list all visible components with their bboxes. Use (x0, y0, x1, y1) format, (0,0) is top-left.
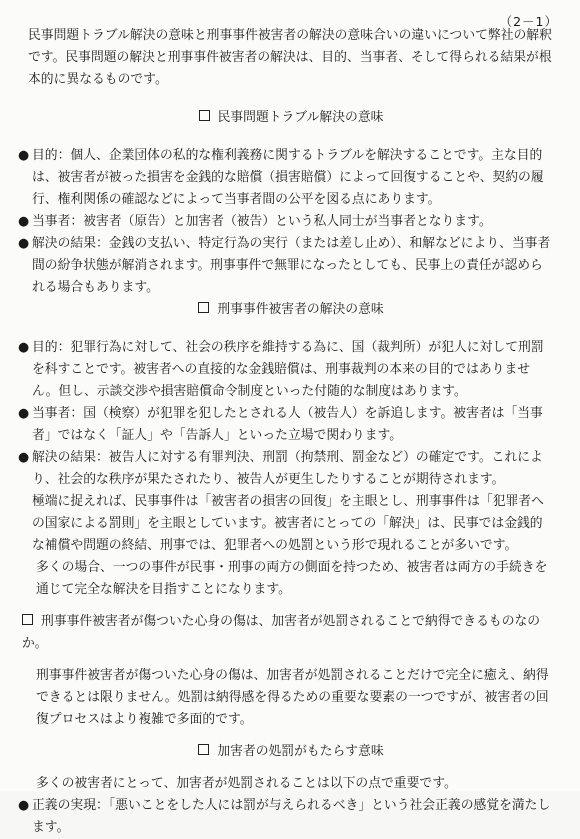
section1-item-purpose: ● 目的：個人、企業団体の私的な権利義務に関するトラブルを解決することです。主な目的は、被害者が被った損害を金銭的な賠償（損害賠償）によって回復することや、契約の履行、権利関係の確認などによって当事者間の公平を図る点にあります。 (18, 145, 554, 211)
bullet-dot-icon: ● (18, 214, 30, 229)
bullet-dot-icon: ● (18, 340, 30, 355)
section3-intro: 多くの被害者にとって、加害者が処罰されることは以下の点で重要です。 (36, 776, 457, 791)
bullet-dot-icon: ● (18, 406, 30, 421)
section3-item-justice: ● 正義の実現：「悪いことをした人には罰が与えられるべき」という社会正義の感覚を満たします。 (18, 795, 554, 839)
bullet-dot-icon: ● (18, 236, 30, 251)
section2-item-result: ● 解決の結果：被告人に対する有罪判決、刑罰（拘禁刑、罰金など）の確定です。これにより、社会的な秩序が果たされたり、被告人が更生したりすることが期待されます。 (18, 447, 554, 491)
question-title (22, 611, 554, 655)
bullet-dot-icon: ● (18, 148, 30, 163)
checkbox-square-icon (22, 614, 33, 625)
bullet-dot-icon: ● (18, 450, 30, 465)
section1-item-parties: ● 当事者：被害者（原告）と加害者（被告）という私人同士が当事者となります。 (18, 211, 554, 233)
section2-item-purpose: ● 目的：犯罪行為に対して、社会の秩序を維持する為に、国（裁判所）が犯人に対して刑罰を科すことです。被害者への直接的な金銭賠償は、刑事裁判の本来の目的ではありません。但し、示談交渉や損害賠償命令制度といった付随的な制度はあります。 (18, 337, 554, 403)
page-number: （2－1） (499, 14, 558, 29)
question-title-text: 刑事事件被害者が傷ついた心身の傷は、加害者が処罰されることで納得できるものなのか。 (22, 614, 541, 651)
checkbox-square-icon (198, 744, 209, 755)
section1-heading-text: 民事問題トラブル解決の意味 (217, 110, 384, 125)
checkbox-square-icon (199, 110, 210, 121)
bullet-dot-icon: ● (18, 798, 30, 813)
section3-heading (28, 741, 554, 763)
section2-heading-text: 刑事事件被害者の解決の意味 (217, 302, 384, 317)
section2-heading (28, 299, 554, 321)
section1-item-result: ● 解決の結果：金銭の支払い、特定行為の実行（または差し止め）、和解などにより、当事者間の紛争状態が解消されます。刑事事件で無罪になったとしても、民事上の責任が認められる場合もあります。 (18, 233, 554, 299)
section2-conclusion: 多くの場合、一つの事件が民事・刑事の両方の側面を持つため、被害者は両方の手続きを通じて完全な解決を目指すことになります。 (36, 560, 548, 597)
section2-item-parties: ● 当事者：国（検察）が犯罪を犯したとされる人（被告人）を訴追します。被害者は「当事者」ではなく「証人」や「告訴人」といった立場で関わります。 (18, 403, 554, 447)
section2-summary: 極端に捉えれば、民事事件は「被害者の損害の回復」を主眼とし、刑事事件は「犯罪者への国家による罰則」を主眼としています。被害者にとっての「解決」は、民事では金銭的な補償や問題の終結、刑事では、犯罪者への処罰という形で現れることが多いです。 (32, 494, 544, 553)
checkbox-square-icon (198, 302, 209, 313)
intro-paragraph: 民事問題トラブル解決の意味と刑事事件被害者の解決の意味合いの違いについて弊社の解釈です。民事問題の解決と刑事事件被害者の解決は、目的、当事者、そして得られる結果が根本的に異なるものです。 (28, 28, 552, 87)
section3-heading-text: 加害者の処罰がもたらす意味 (217, 744, 384, 759)
section1-heading (28, 107, 554, 129)
question-body: 刑事事件被害者が傷ついた心身の傷は、加害者が処罰されることだけで完全に癒え、納得できるとは限りません。処罰は納得感を得るための重要な要素の一つですが、被害者の回復プロセスはより複雑で多面的です。 (36, 668, 549, 727)
